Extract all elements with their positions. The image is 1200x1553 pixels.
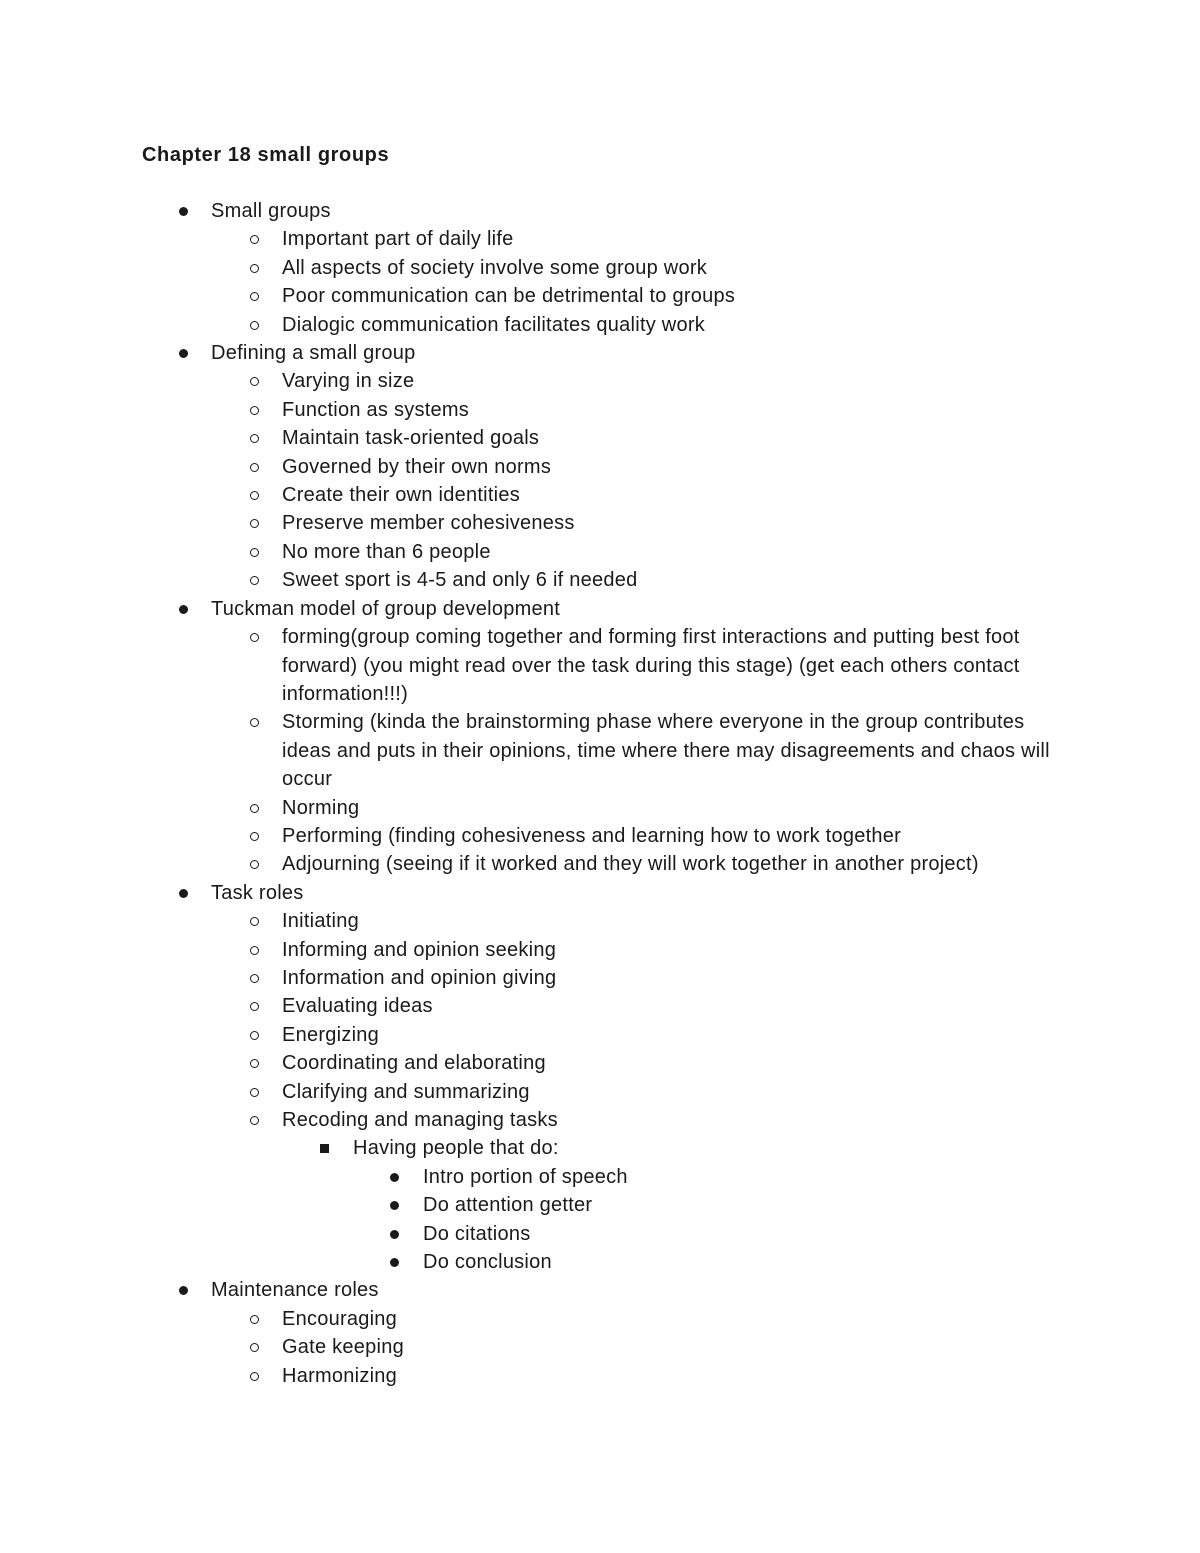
list-item-text: Do attention getter	[423, 1194, 593, 1217]
list-item-text: Gate keeping	[282, 1336, 404, 1359]
sub-list	[0, 623, 1100, 879]
circle-bullet-icon	[249, 225, 263, 253]
circle-bullet-icon	[249, 396, 263, 424]
circle-bullet-icon	[249, 850, 263, 878]
list-item-text: Create their own identities	[282, 484, 520, 507]
list-item-text: Maintenance roles	[211, 1279, 379, 1302]
circle-bullet-icon	[249, 367, 263, 395]
list-item	[0, 225, 1072, 253]
section-heading-item	[0, 879, 1100, 907]
section-heading-item	[0, 339, 1100, 367]
circle-bullet-icon	[249, 311, 263, 339]
section-heading-item	[0, 595, 1100, 623]
notes-outline	[0, 197, 1100, 1390]
list-item-text: Dialogic communication facilitates quality work	[282, 313, 706, 336]
list-item-text: Do conclusion	[423, 1251, 552, 1274]
list-item-text: Recoding and managing tasks	[282, 1109, 558, 1131]
list-item-text: Storming (kinda the brainstorming phase where everyone in the group contributes ideas and puts in their opinions, time where there may disagreements and chaos will occur	[282, 711, 1050, 791]
list-item-text: Do citations	[423, 1222, 531, 1245]
nested-list-item	[0, 1163, 1100, 1191]
list-item	[0, 481, 1072, 509]
list-item	[0, 282, 1072, 310]
list-item	[0, 964, 1072, 992]
list-item-text: Encouraging	[282, 1307, 398, 1330]
list-item-text: Varying in size	[282, 370, 415, 393]
sub-list	[0, 907, 1100, 1276]
list-item-text: Coordinating and elaborating	[282, 1052, 546, 1075]
disc-bullet-icon	[178, 1276, 192, 1304]
circle-bullet-icon	[249, 907, 263, 935]
list-item	[0, 424, 1072, 452]
list-item	[0, 1021, 1072, 1049]
list-item	[0, 1049, 1072, 1077]
list-item-text: Preserve member cohesiveness	[282, 512, 575, 535]
list-item	[0, 623, 1072, 708]
list-item	[0, 992, 1072, 1020]
list-item-text: Having people that do:	[353, 1137, 559, 1160]
list-item	[0, 396, 1072, 424]
circle-bullet-icon	[249, 623, 263, 651]
list-item	[0, 566, 1072, 594]
list-item-text: Poor communication can be detrimental to groups	[282, 285, 736, 308]
list-item	[0, 1305, 1072, 1333]
list-item-text: Performing (finding cohesiveness and learning how to work together	[282, 824, 902, 847]
disc-bullet-icon	[389, 1220, 403, 1248]
list-item-text: Important part of daily life	[282, 228, 514, 251]
list-item	[0, 822, 1072, 850]
list-item-text: Sweet sport is 4-5 and only 6 if needed	[282, 569, 638, 592]
circle-bullet-icon	[249, 481, 263, 509]
disc-bullet-icon	[389, 1163, 403, 1191]
list-item-text: Tuckman model of group development	[211, 597, 561, 620]
circle-bullet-icon	[249, 538, 263, 566]
disc-bullet-icon	[178, 595, 192, 623]
sub-list	[0, 1305, 1100, 1390]
circle-bullet-icon	[249, 282, 263, 310]
section-heading-item	[0, 197, 1100, 225]
list-item-text: Task roles	[211, 881, 304, 904]
circle-bullet-icon	[249, 936, 263, 964]
disc-bullet-icon	[389, 1248, 403, 1276]
list-item-text: No more than 6 people	[282, 540, 491, 563]
list-item	[0, 254, 1072, 282]
list-item-text: Maintain task-oriented goals	[282, 427, 540, 450]
circle-bullet-icon	[249, 1362, 263, 1390]
circle-bullet-icon	[249, 1106, 263, 1134]
list-item-text: Small groups	[211, 200, 331, 222]
nested-list-item	[0, 1248, 1100, 1276]
list-item	[0, 1106, 1072, 1134]
circle-bullet-icon	[249, 424, 263, 452]
list-item-text: Evaluating ideas	[282, 995, 433, 1018]
nested-list-item	[0, 1220, 1100, 1248]
list-item-text: Adjourning (seeing if it worked and they will work together in another project)	[282, 853, 979, 876]
disc-bullet-icon	[389, 1191, 403, 1219]
circle-bullet-icon	[249, 992, 263, 1020]
list-item	[0, 538, 1072, 566]
nested-list-item	[0, 1134, 1100, 1162]
nested-list	[0, 1163, 1100, 1277]
circle-bullet-icon	[249, 1021, 263, 1049]
list-item-text: Defining a small group	[211, 342, 416, 365]
list-item	[0, 367, 1072, 395]
circle-bullet-icon	[249, 453, 263, 481]
list-item	[0, 794, 1072, 822]
nested-list-item	[0, 1191, 1100, 1219]
list-item	[0, 453, 1072, 481]
square-bullet-icon	[318, 1134, 332, 1162]
disc-bullet-icon	[178, 197, 192, 225]
list-item-text: Governed by their own norms	[282, 455, 552, 478]
list-item	[0, 509, 1072, 537]
list-item-text: Clarifying and summarizing	[282, 1080, 530, 1103]
list-item-text: Energizing	[282, 1023, 380, 1046]
list-item-text: Initiating	[282, 910, 359, 933]
list-item-text: Harmonizing	[282, 1364, 398, 1387]
list-item-text: Informing and opinion seeking	[282, 938, 557, 961]
list-item-text: Information and opinion giving	[282, 966, 557, 989]
page-title: Chapter 18 small groups	[142, 144, 390, 166]
section-heading-item	[0, 1276, 1100, 1304]
circle-bullet-icon	[249, 708, 263, 736]
circle-bullet-icon	[249, 254, 263, 282]
list-item-text: All aspects of society involve some group work	[282, 256, 708, 279]
list-item	[0, 850, 1072, 878]
circle-bullet-icon	[249, 1078, 263, 1106]
list-item-text: Norming	[282, 796, 360, 819]
sub-list	[0, 367, 1100, 594]
circle-bullet-icon	[249, 794, 263, 822]
list-item	[0, 1078, 1072, 1106]
list-item-text: Intro portion of speech	[423, 1165, 628, 1188]
disc-bullet-icon	[178, 339, 192, 367]
list-item-text: Function as systems	[282, 398, 470, 421]
sub-list	[0, 225, 1100, 339]
circle-bullet-icon	[249, 964, 263, 992]
list-item	[0, 708, 1072, 793]
list-item	[0, 1333, 1072, 1361]
list-item	[0, 907, 1072, 935]
circle-bullet-icon	[249, 1305, 263, 1333]
list-item-text: forming(group coming together and forming first interactions and putting best foot forward) (you might read over the task during this stage) (get each others contact information!!!)	[282, 626, 1020, 705]
circle-bullet-icon	[249, 1333, 263, 1361]
circle-bullet-icon	[249, 509, 263, 537]
circle-bullet-icon	[249, 1049, 263, 1077]
list-item	[0, 936, 1072, 964]
nested-list	[0, 1134, 1100, 1276]
list-item	[0, 1362, 1072, 1390]
circle-bullet-icon	[249, 566, 263, 594]
disc-bullet-icon	[178, 879, 192, 907]
circle-bullet-icon	[249, 822, 263, 850]
list-item	[0, 311, 1072, 339]
